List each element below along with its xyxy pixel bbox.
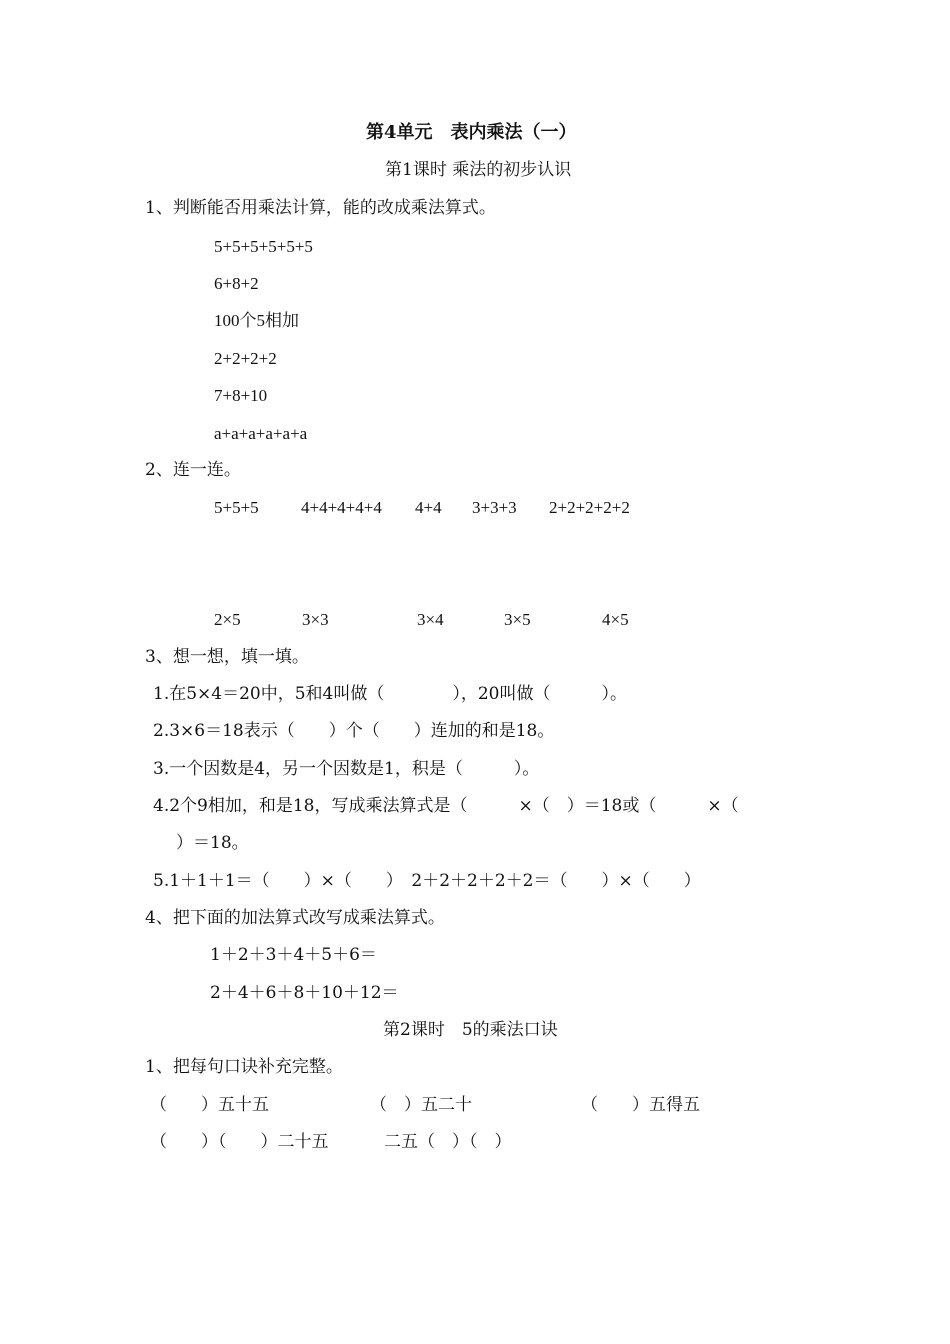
lesson2-title: 第2课时 5的乘法口诀 bbox=[383, 1020, 558, 1040]
q2-top-item: 2+2+2+2+2 bbox=[549, 498, 630, 517]
q2-bottom-item: 3×4 bbox=[417, 610, 444, 629]
q2-bottom-item: 2×5 bbox=[214, 610, 241, 629]
q3-item-continued: ）＝18。 bbox=[176, 833, 249, 853]
q3-item: 4.2个9相加，和是18，写成乘法算式是（ ×（ ）＝18或（ ×（ bbox=[153, 796, 739, 816]
q1-item: 100个5相加 bbox=[214, 311, 299, 330]
q2-top-item: 4+4 bbox=[415, 498, 442, 517]
q2-top-item: 5+5+5 bbox=[214, 498, 259, 517]
q4-item: 2＋4＋6＋8＋10＋12＝ bbox=[210, 983, 399, 1003]
l2-q1-row1-item: （ ）五得五 bbox=[581, 1095, 700, 1115]
q3-item: 2.3×6＝18表示（ ）个（ ）连加的和是18。 bbox=[153, 721, 555, 741]
unit-title: 第4单元 表内乘法（一） bbox=[366, 122, 577, 143]
q2-prompt: 2、连一连。 bbox=[145, 460, 241, 480]
q1-item: 7+8+10 bbox=[214, 386, 268, 405]
l2-q1-row2-item: （ ）（ ）二十五 bbox=[150, 1132, 329, 1152]
l2-q1-row2-item: 二五（ ）（ ） bbox=[384, 1132, 512, 1152]
q1-prompt: 1、判断能否用乘法计算，能的改成乘法算式。 bbox=[145, 198, 496, 218]
l2-q1-row1-item: （ ）五二十 bbox=[370, 1095, 472, 1115]
q1-item: 6+8+2 bbox=[214, 274, 259, 293]
q4-item: 1＋2＋3＋4＋5＋6＝ bbox=[210, 945, 377, 965]
q3-item: 5.1＋1＋1＝（ ）×（ ） 2＋2＋2＋2＋2＝（ ）×（ ） bbox=[153, 871, 701, 891]
q3-item: 1.在5×4＝20中，5和4叫做（ ），20叫做（ ）。 bbox=[153, 684, 627, 704]
q1-item: 5+5+5+5+5+5 bbox=[214, 237, 313, 256]
lesson1-title: 第1课时 乘法的初步认识 bbox=[385, 160, 572, 180]
q2-top-item: 3+3+3 bbox=[472, 498, 517, 517]
q1-item: 2+2+2+2 bbox=[214, 349, 277, 368]
q4-prompt: 4、把下面的加法算式改写成乘法算式。 bbox=[145, 908, 445, 928]
q2-top-item: 4+4+4+4+4 bbox=[301, 498, 382, 517]
q3-prompt: 3、想一想，填一填。 bbox=[145, 647, 309, 667]
q1-item: a+a+a+a+a+a bbox=[214, 424, 308, 443]
q2-bottom-item: 3×5 bbox=[504, 610, 531, 629]
q2-bottom-item: 3×3 bbox=[302, 610, 329, 629]
l2-q1-prompt: 1、把每句口诀补充完整。 bbox=[145, 1057, 343, 1077]
q3-item: 3.一个因数是4，另一个因数是1，积是（ ）。 bbox=[153, 759, 540, 779]
q2-bottom-item: 4×5 bbox=[602, 610, 629, 629]
l2-q1-row1-item: （ ）五十五 bbox=[150, 1095, 269, 1115]
